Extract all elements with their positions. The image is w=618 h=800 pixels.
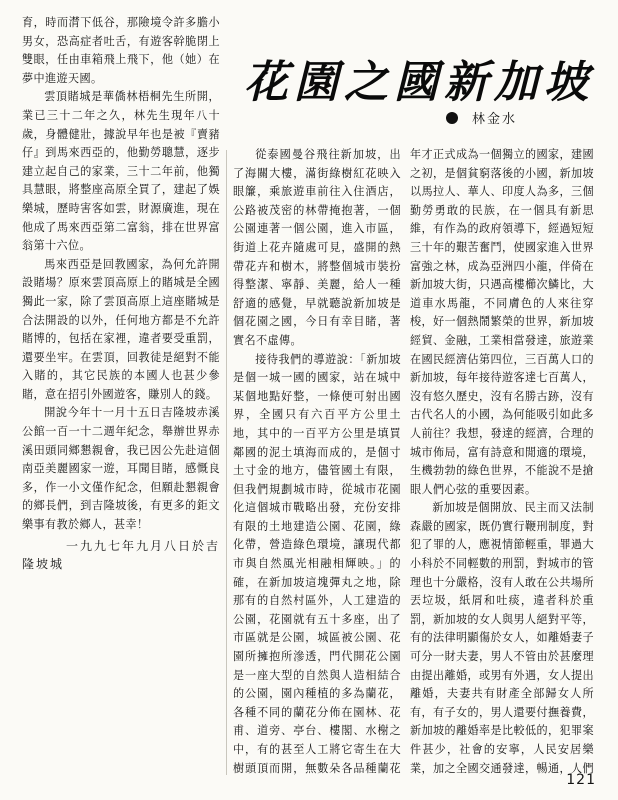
signature-place: 隆坡城 xyxy=(22,557,65,572)
middle-text-column xyxy=(233,146,401,778)
paragraph: 雲頂賭城是華僑林梧桐先生所開，業已三十二年之久，林先生現年八十歲，身體健壯，據說早年也是被『賣豬仔』到馬來西亞的，他勤勞聰慧，逐步建立起自己的家業，三十二年前，他獨具慧眼，將整座高原全買了，建起了娛樂城，歷時害客如雲，財源廣進，現在他成了馬來西亞第二富翁，排在世界富翁第十六位。 xyxy=(22,90,220,253)
paragraph: 新加坡是個開放、民主而又法制森嚴的國家，既仍實行鞭刑制度，對犯了罪的人，應視情節輕重，罪過大小科於不同輕數的刑罰，對城市的管理也十分嚴格，沒有人敢在公共場所丟垃圾，紙屑和吐痰，違者科於重罰，新加坡的女人與男人絕對平等，有的法律明顯傷於女人，如離婚妻子可分一財夫妻，男人不管由於甚麼理由提出離婚，或男有外遇，女人提出離婚，夫妻共有財產全部歸女人所有，有子女的，男人還要付撫養費，新加坡的離婚率是比較低的，犯罪案件甚少，社會的安寧，人民安居樂業，加之全國交通發達，暢通，人們 xyxy=(410,501,594,775)
signature xyxy=(22,537,220,574)
right-text-column xyxy=(410,146,594,778)
paragraph: 開說今年十一月十五日吉隆坡赤溪公館一百一十二週年紀念，舉辦世界赤溪田頭同鄉懇親會，我已因公先赴這個南亞美麗國家一遊，耳聞目睹，感慨良多，作一小文僅作紀念，但願赴懇親會的鄉長們，到吉隆坡後，有更多的鉅文樂事有教於鄉人，甚幸！ xyxy=(22,406,220,532)
article-title: 花園之國新加坡 xyxy=(244,57,594,108)
bullet-icon xyxy=(446,112,458,124)
paragraph: 馬來西亞是回教國家，為何允許開設賭場？原來雲頂高原上的賭城是全國獨此一家，除了雲頂高原上這座賭城是合法開設的以外，任何地方都是不允許賭博的，包括在家裡，違者要受重罰，還要坐牢。在雲頂，回教徒是絕對不能入賭的，其它民族的本國人也甚少參賭，意在招引外國遊客，賺別人的錢。 xyxy=(22,257,220,401)
paragraph: 從泰國曼谷飛往新加坡，出了海關大樓，滿街綠樹紅花映入眼簾，乘旅遊車前往入住酒店，公路被茂密的林帶掩抱著，一個公園連著一個公園，進入市區，街道上花卉隨處可見，盛開的熱帶花卉和樹木，將整個城市裝扮得整潔、寧靜、美麗，給人一種舒適的感覺，早就聽說新加坡是個花園之國，今日有幸目睹，著實名不虛傳。 xyxy=(233,148,401,347)
signature-date: 一九九七年九月八日於吉 xyxy=(65,538,220,553)
column-divider xyxy=(226,150,227,775)
paragraph: 年才正式成為一個獨立的國家，建國之初，是個貧窮落後的小國，新加坡以馬拉人、華人、印度人為多，三個勤勞勇敢的民族，在一個具有新思維，有作為的政府領導下，經過短短三十年的艱苦奮鬥，使國家進入世界富強之林，成為亞洲四小龍，伴倚在新加坡大街，只遇高樓櫛次鱗比，大道車水馬龍，不同膚色的人來往穿梭，好一個熱鬧繁榮的世界，新加坡經貿、金融，工業相當發達，旅遊業在國民經濟佔第四位，三百萬人口的新加坡，每年接待遊客達七百萬人，沒有悠久歷史，沒有名勝古跡，沒有古代名人的小國，為何能吸引如此多人前往？我想，發達的經濟，合理的城市佈局，富有詩意和閒適的環境，生機勃勃的綠色世界，不能說不是搶眼人們心弦的重要因素。 xyxy=(410,148,594,496)
page-number: 121 xyxy=(566,772,596,788)
paragraph: 接待我們的導遊說：「新加坡是個一城一國的國家，站在城中某個地點好整，一條便可射出國界，全國只有六百平方公里土地，其中的一百平方公里是填買鄰國的泥土填海而成的，是個寸土寸金的地方，儘管國土有限，但我們規劃城市時，從城市花園化這個城市戰略出發，充份安排有限的土地建造公園、花園，綠化帶，營造綠色環境，讓現代都市與自然風光相融相輝映。」的確，在新加坡這塊彈丸之地，除那有的自然村區外，人工建造的公園，花園就有五十多座，出了市區就是公園，城區被公園、花園所擁抱所滲透，門代開花公園是一座大型的自然與人造相結合的公園，園內種植的多為蘭花，各種不同的蘭花分佈在園林、花甫、道旁、亭台、樓閣、水榭之中，有的甚至人工將它寄生在大樹頭頂而開，無數朵各品種蘭花 xyxy=(233,352,401,775)
paragraph: 育，時而潸下低谷，那險境令許多膽小男女，恐高症者吐舌，有遊客幹脆閉上雙眼，任由車箱飛上飛下，他（她）在夢中進遊天國。 xyxy=(22,16,220,85)
byline xyxy=(446,108,517,127)
author-name: 林金水 xyxy=(472,112,518,127)
left-text-column xyxy=(22,14,220,774)
